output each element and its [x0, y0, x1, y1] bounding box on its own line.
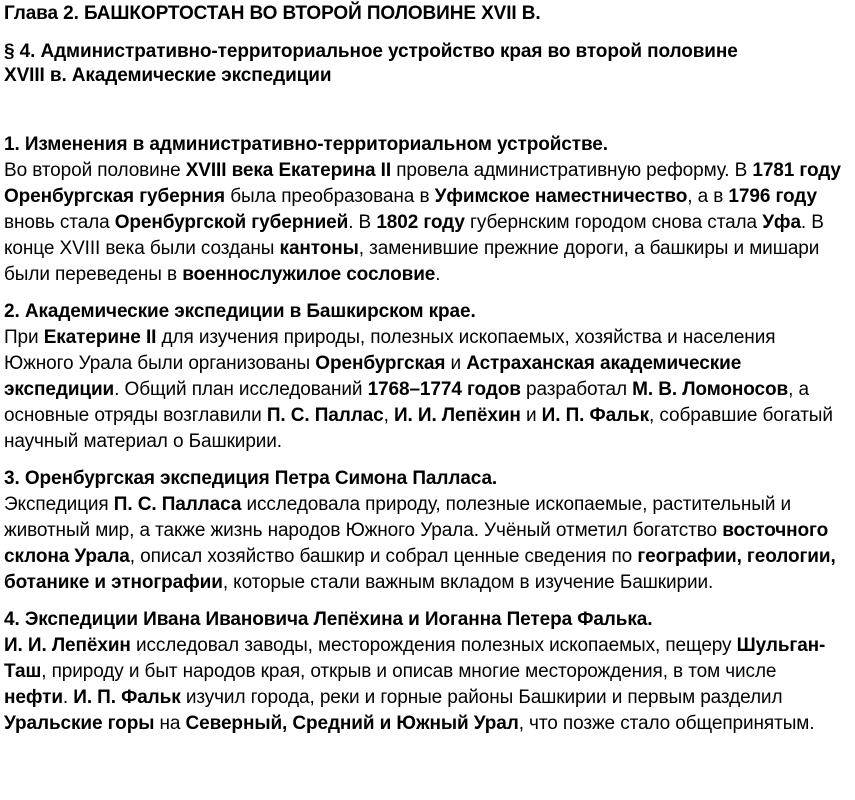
block-title: 2. Академические экспедиции в Башкирском крае.: [4, 301, 476, 322]
text-run: . В конце XVIII века были созданы: [4, 212, 824, 259]
bold-term: И. И. Лепёхин: [4, 635, 131, 656]
bold-term: Оренбургская: [315, 353, 446, 374]
block-title: 3. Оренбургская экспедиция Петра Симона Палласа.: [4, 468, 498, 489]
bold-term: Шульган-Таш: [4, 635, 826, 682]
content-block-3: [4, 466, 841, 596]
block-text: [4, 633, 841, 737]
bold-term: И. П. Фальк: [541, 405, 650, 426]
block-title: 4. Экспедиции Ивана Ивановича Лепёхина и Иоганна Петера Фалька.: [4, 609, 653, 630]
bold-term: Екатерине II: [43, 327, 157, 348]
text-run: губернским городом снова стала: [464, 212, 763, 233]
bold-term: И. И. Лепёхин: [393, 405, 521, 426]
text-run: ,: [383, 405, 394, 426]
bold-term: восточного склона Урала: [4, 520, 829, 567]
bold-term: И. П. Фальк: [73, 687, 181, 708]
text-run: .: [62, 687, 74, 708]
block-title: 1. Изменения в административно-территориальном устройстве.: [4, 134, 608, 155]
text-run: , собравшие богатый научный материал о Башкирии.: [4, 405, 833, 452]
bold-term: Уральские горы: [4, 713, 155, 734]
bold-term: нефти: [4, 687, 63, 708]
bold-term: П. С. Палласа: [113, 494, 242, 515]
bold-term: М. В. Ломоносов: [632, 379, 789, 400]
bold-term: Уфа: [762, 212, 801, 233]
text-run: и: [520, 405, 542, 426]
text-run: исследовал заводы, месторождения полезных ископаемых, пещеру: [130, 635, 737, 656]
text-run: Экспедиция: [4, 494, 114, 515]
text-run: При: [4, 327, 44, 348]
content-block-1: [4, 132, 841, 288]
bold-term: Уфимское наместничество: [434, 186, 688, 207]
text-run: изучил города, реки и горные районы Башкирии и первым разделил: [180, 687, 783, 708]
bold-term: П. С. Паллас: [266, 405, 384, 426]
bold-term: Астраханская академические экспедиции: [4, 353, 742, 400]
text-run: .: [435, 264, 441, 285]
text-run: Во второй половине: [4, 160, 186, 181]
bold-term: Оренбургской губернией: [114, 212, 349, 233]
spacer: [4, 88, 841, 132]
text-run: провела административную реформу. В: [391, 160, 753, 181]
section-title-line-2: XVIII в. Академические экспедиции: [4, 65, 332, 86]
bold-term: XVIII века Екатерина II: [185, 160, 392, 181]
block-text: [4, 492, 841, 596]
bold-term: 1781 году Оренбургская губерния: [4, 160, 841, 207]
chapter-title: Глава 2. БАШКОРТОСТАН ВО ВТОРОЙ ПОЛОВИНЕ XVII В.: [4, 3, 541, 24]
text-run: , которые стали важным вкладом в изучение Башкирии.: [222, 572, 714, 593]
section-title: [4, 40, 841, 88]
bold-term: Северный, Средний и Южный Урал: [185, 713, 519, 734]
text-run: была преобразована в: [225, 186, 435, 207]
text-run: . Общий план исследований: [114, 379, 368, 400]
bold-term: военнослужилое сословие: [182, 264, 436, 285]
content-block-4: [4, 607, 841, 737]
text-run: , природу и быт народов края, открыв и описав многие месторождения, в том числе: [41, 661, 777, 682]
bold-term: 1802 году: [376, 212, 465, 233]
text-run: для изучения природы, полезных ископаемых, хозяйства и населения Южного Урала были организованы: [4, 327, 776, 374]
text-run: разработал: [520, 379, 633, 400]
bold-term: 1768–1774 годов: [367, 379, 521, 400]
text-run: , а в: [687, 186, 729, 207]
text-run: , что позже стало общепринятым.: [518, 713, 815, 734]
text-run: и: [445, 353, 467, 374]
text-run: , описал хозяйство башкир и собрал ценные сведения по: [129, 546, 638, 567]
bold-term: кантоны: [279, 238, 359, 259]
text-run: , заменившие прежние дороги, а башкиры и мишари были переведены в: [4, 238, 820, 285]
bold-term: географии, геологии, ботанике и этнографии: [4, 546, 836, 593]
text-run: , а основные отряды возглавили: [4, 379, 809, 426]
section-title-line-1: § 4. Административно-территориальное устройство края во второй половине: [4, 41, 738, 62]
text-run: . В: [348, 212, 377, 233]
bold-term: 1796 году: [728, 186, 817, 207]
content-block-2: [4, 299, 841, 455]
text-run: вновь стала: [4, 212, 115, 233]
block-text: [4, 158, 841, 288]
text-run: на: [154, 713, 186, 734]
block-text: [4, 325, 841, 455]
text-run: исследовала природу, полезные ископаемые, растительный и животный мир, а также жизнь народов Южного Урала. Учёный отметил богатство: [4, 494, 792, 541]
